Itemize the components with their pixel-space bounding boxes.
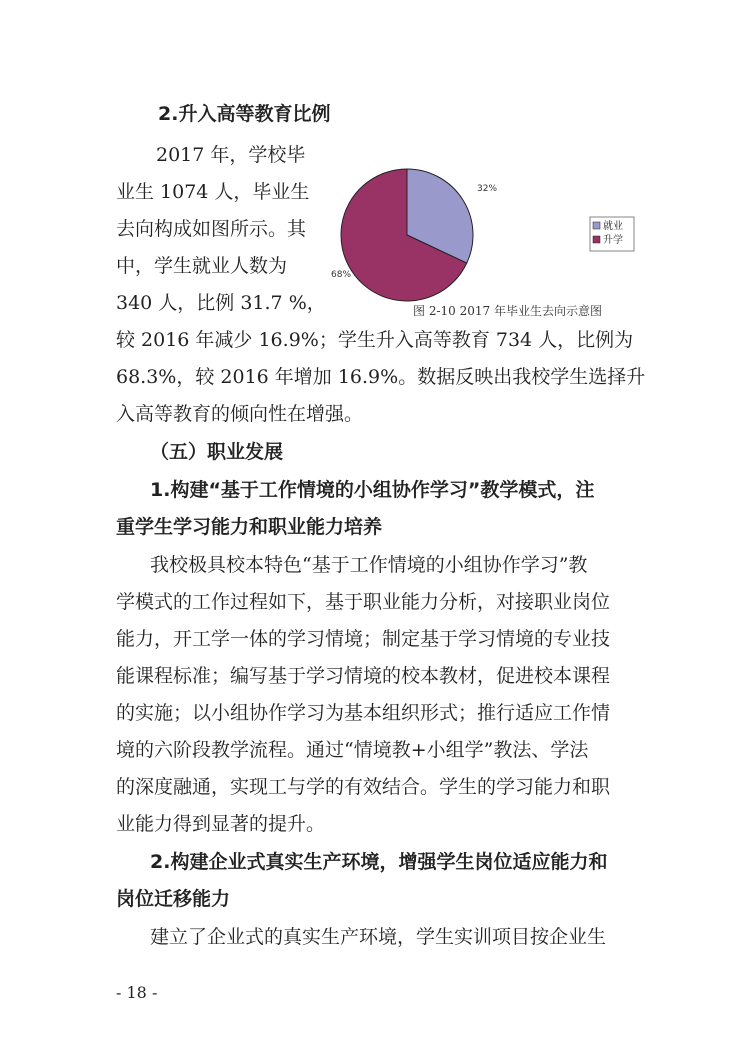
body-line: 较 2016 年减少 16.9%；学生升入高等教育 734 人，比例为 <box>116 329 634 351</box>
intro-line-2: 业生 1074 人，毕业生 <box>116 181 310 203</box>
page-number: - 18 - <box>116 983 158 1002</box>
body-line: 境的六阶段教学流程。通过“情境教+小组学”教法、学法 <box>116 739 589 761</box>
body-line: 我校极具校本特色“基于工作情境的小组协作学习”教 <box>150 554 588 576</box>
body-line: 建立了企业式的真实生产环境，学生实训项目按企业生 <box>150 926 607 948</box>
body-line: 的深度融通，实现工与学的有效结合。学生的学习能力和职 <box>116 776 611 798</box>
section-heading: （五）职业发展 <box>150 441 284 463</box>
intro-line-4: 中，学生就业人数为 <box>116 255 288 277</box>
body-line: 能力，开工学一体的学习情境；制定基于学习情境的专业技 <box>116 628 611 650</box>
body-line: 能课程标准；编写基于学习情境的校本教材，促进校本课程 <box>116 665 611 687</box>
body-line: 学模式的工作过程如下，基于职业能力分析，对接职业岗位 <box>116 591 611 613</box>
body-line: 68.3%，较 2016 年增加 16.9%。数据反映出我校学生选择升 <box>116 366 646 388</box>
intro-line-3: 去向构成如图所示。其 <box>116 218 307 240</box>
data-label-升学: 68% <box>331 270 352 280</box>
subsection-heading: 2.构建企业式真实生产环境，增强学生岗位适应能力和 <box>150 851 608 873</box>
subsection-heading: 岗位迁移能力 <box>116 888 231 910</box>
pie-chart <box>325 150 655 325</box>
figure-caption: 图 2-10 2017 年毕业生去向示意图 <box>413 304 602 318</box>
legend-label-升学: 升学 <box>603 235 623 246</box>
body-line: 业能力得到显著的提升。 <box>116 813 326 835</box>
chart-legend <box>590 217 634 251</box>
subsection-heading: 1.构建“基于工作情境的小组协作学习”教学模式，注 <box>150 479 595 501</box>
legend-swatch-升学 <box>593 236 600 243</box>
intro-line-5: 340 人，比例 31.7 %， <box>116 292 326 314</box>
body-line: 入高等教育的倾向性在增强。 <box>116 403 364 425</box>
intro-line-1: 2017 年，学校毕 <box>156 144 306 166</box>
data-label-就业: 32% <box>477 184 498 194</box>
body-line: 的实施；以小组协作学习为基本组织形式；推行适应工作情 <box>116 702 611 724</box>
subsection-heading: 重学生学习能力和职业能力培养 <box>116 516 383 538</box>
section-heading: 2.升入高等教育比例 <box>158 103 331 125</box>
legend-label-就业: 就业 <box>603 221 623 232</box>
legend-swatch-就业 <box>593 222 600 229</box>
